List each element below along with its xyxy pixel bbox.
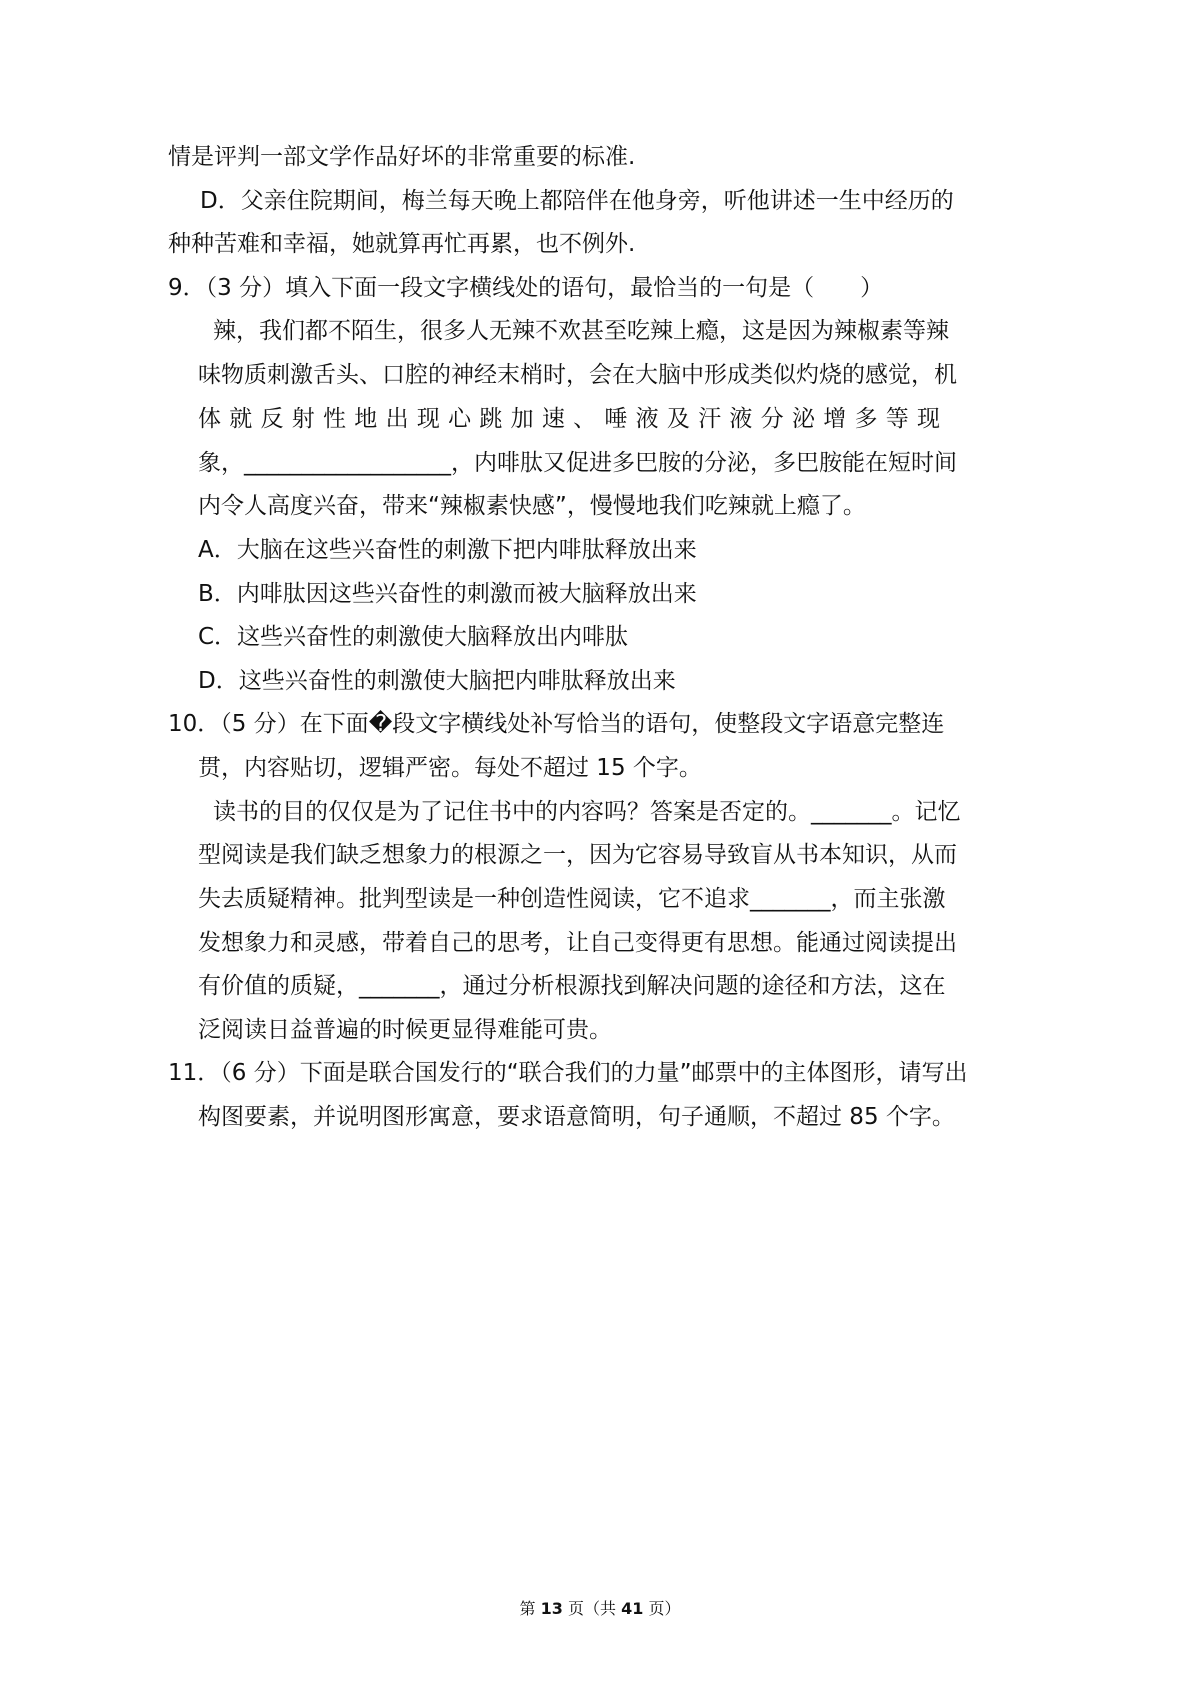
option-d: D．这些兴奋性的刺激使大脑把内啡肽释放出来 <box>198 668 676 694</box>
option-d-line: D．父亲住院期间，梅兰每天晚上都陪伴在他身旁，听他讲述一生中经历的 <box>200 188 954 214</box>
option-d-line-2: 种种苦难和幸福，她就算再忙再累，也不例外. <box>168 231 636 257</box>
total-page-number: 41 <box>621 1599 644 1618</box>
question-9-stem: 9．（3 分）填入下面一段文字横线处的语句，最恰当的一句是（ ） <box>168 275 884 301</box>
text-line-continuation: 情是评判一部文学作品好坏的非常重要的标准. <box>168 144 636 170</box>
page-footer <box>0 1598 1200 1620</box>
option-c: C．这些兴奋性的刺激使大脑释放出内啡肽 <box>198 624 629 650</box>
question-10-stem: 10．（5 分）在下面�段文字横线处补写恰当的语句，使整段文字语意完整连 <box>168 711 945 737</box>
option-a: A．大脑在这些兴奋性的刺激下把内啡肽释放出来 <box>198 537 697 563</box>
question-10-passage-line: 读书的目的仅仅是为了记住书中的内容吗？答案是否定的。_______。记忆 <box>213 799 961 825</box>
question-10-stem-line-2: 贯，内容贴切，逻辑严密。每处不超过 15 个字。 <box>198 755 702 781</box>
footer-middle: 页（共 <box>562 1599 622 1618</box>
question-11-stem: 11．（6 分）下面是联合国发行的“联合我们的力量”邮票中的主体图形，请写出 <box>168 1060 968 1086</box>
question-10-passage-line: 失去质疑精神。批判型读是一种创造性阅读，它不追求_______，而主张激 <box>198 886 946 912</box>
question-10-passage-line: 有价值的质疑，_______，通过分析根源找到解决问题的途径和方法，这在 <box>198 973 946 999</box>
question-9-passage-line: 味物质刺激舌头、口腔的神经末梢时，会在大脑中形成类似灼烧的感觉，机 <box>198 362 957 388</box>
question-9-passage-line: 内令人高度兴奋，带来“辣椒素快感”，慢慢地我们吃辣就上瘾了。 <box>198 493 866 519</box>
footer-prefix: 第 <box>519 1599 541 1618</box>
question-9-passage-line: 体就反射性地出现心跳加速、唾液及汗液分泌增多等现 <box>198 406 940 432</box>
question-10-passage-line: 型阅读是我们缺乏想象力的根源之一，因为它容易导致盲从书本知识，从而 <box>198 842 957 868</box>
question-11-stem-line-2: 构图要素，并说明图形寓意，要求语意简明，句子通顺，不超过 85 个字。 <box>198 1104 955 1130</box>
current-page-number: 13 <box>540 1599 563 1618</box>
question-10-passage-line: 发想象力和灵感，带着自己的思考，让自己变得更有思想。能通过阅读提出 <box>198 930 957 956</box>
question-9-passage-blank-line: 象，__________________，内啡肽又促进多巴胺的分泌，多巴胺能在短时间 <box>198 450 957 476</box>
footer-suffix: 页） <box>643 1599 681 1618</box>
option-b: B．内啡肽因这些兴奋性的刺激而被大脑释放出来 <box>198 581 697 607</box>
question-10-passage-line: 泛阅读日益普遍的时候更显得难能可贵。 <box>198 1017 612 1043</box>
question-9-passage-line: 辣，我们都不陌生，很多人无辣不欢甚至吃辣上瘾，这是因为辣椒素等辣 <box>213 318 949 344</box>
